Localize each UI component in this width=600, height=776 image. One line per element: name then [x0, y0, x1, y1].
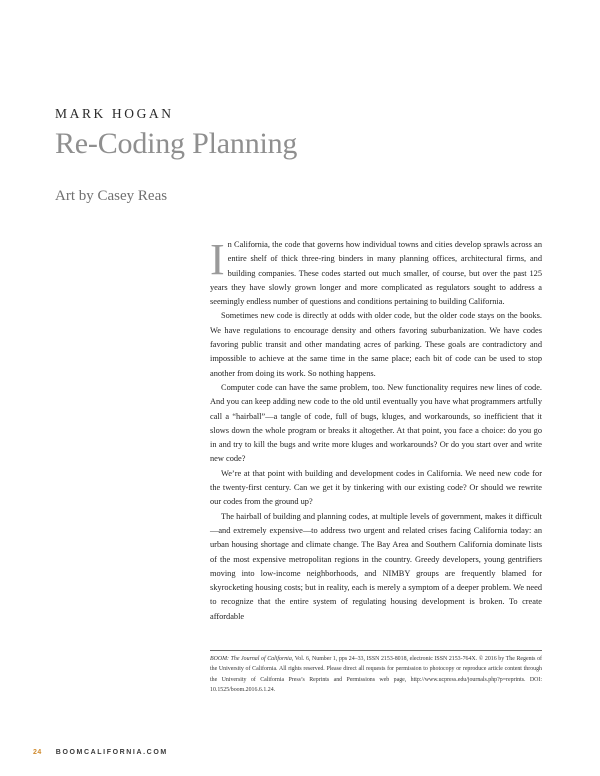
paragraph-1 [210, 235, 542, 309]
art-credit: Art by Casey Reas [55, 188, 168, 204]
footnote-text: , Vol. 6, Number 1, pps 24–33, ISSN 2153-8018, electronic ISSN 2153-764X. © 2016 by The Regents of the University of California. All rights reserved. Please direct all requests for permission to photocopy or reproduce article content through the University of California Press’s Reprints and Permissions web page, http://www.ucpress.edu/journals.php?p=reprints. DOI: 10.1525/boom.2016.6.1.24. [210, 656, 542, 693]
drop-cap: I [210, 235, 225, 284]
paragraph-2: Sometimes new code is directly at odds with older code, but the older code stays on the books. We have regulations to encourage density and others favoring suburbanization. We have codes favoring public transit and other mandating acres of parking. These goals are contradictory and impossible to achieve at the same time in the same place; each bit of code can be used to stop another from doing its work. So nothing happens. [210, 311, 542, 378]
author-name: MARK HOGAN [55, 106, 174, 121]
article-title: Re-Coding Planning [55, 127, 298, 160]
page-footer [33, 749, 168, 756]
copyright-footnote [210, 654, 542, 695]
article-body [210, 235, 542, 624]
paragraph-3: Computer code can have the same problem, too. New functionality requires new lines of code. And you can keep adding new code to the old until eventually you have what programmers artfully call a “hairball”—a tangle of code, full of bugs, kluges, and workarounds, so inefficient that it slows down the whole program or breaks it altogether. At that point, you face a choice: do you go in and try to kill the bugs and write more kluges and workarounds? Or do you start over and write new code? [210, 382, 542, 464]
page-number: 24 [33, 749, 42, 756]
paragraph-1-text: n California, the code that governs how individual towns and cities develop sprawls across an entire shelf of thick three-ring binders in many planning offices, architectural firms, and building companies. These codes started out much smaller, of course, but over the past 125 years they have slowly grown longer and more complicated as regulators sought to address a seemingly endless number of questions and conditions pertaining to building California. [210, 240, 542, 307]
paragraph-4: We’re at that point with building and development codes in California. We need new code for the twenty-first century. Can we get it by tinkering with our existing code? Or should we rewrite our codes from the ground up? [210, 468, 542, 507]
publication-url: BOOMCALIFORNIA.COM [55, 749, 168, 756]
footnote-divider [210, 650, 542, 651]
journal-name: BOOM: The Journal of California [210, 656, 292, 662]
paragraph-5: The hairball of building and planning codes, at multiple levels of government, makes it difficult—and extremely expensive—to address two urgent and related crises facing California today: an urban housing shortage and climate change. The Bay Area and Southern California dominate lists of the most expensive metropolitan regions in the country. Greedy developers, young gentrifiers moving into low-income neighborhoods, and NIMBY groups are frequently blamed for skyrocketing housing costs; but in reality, each is merely a symptom of a deeper problem. We need to recognize that the entire system of regulating housing development is broken. To create affordable [210, 511, 542, 621]
